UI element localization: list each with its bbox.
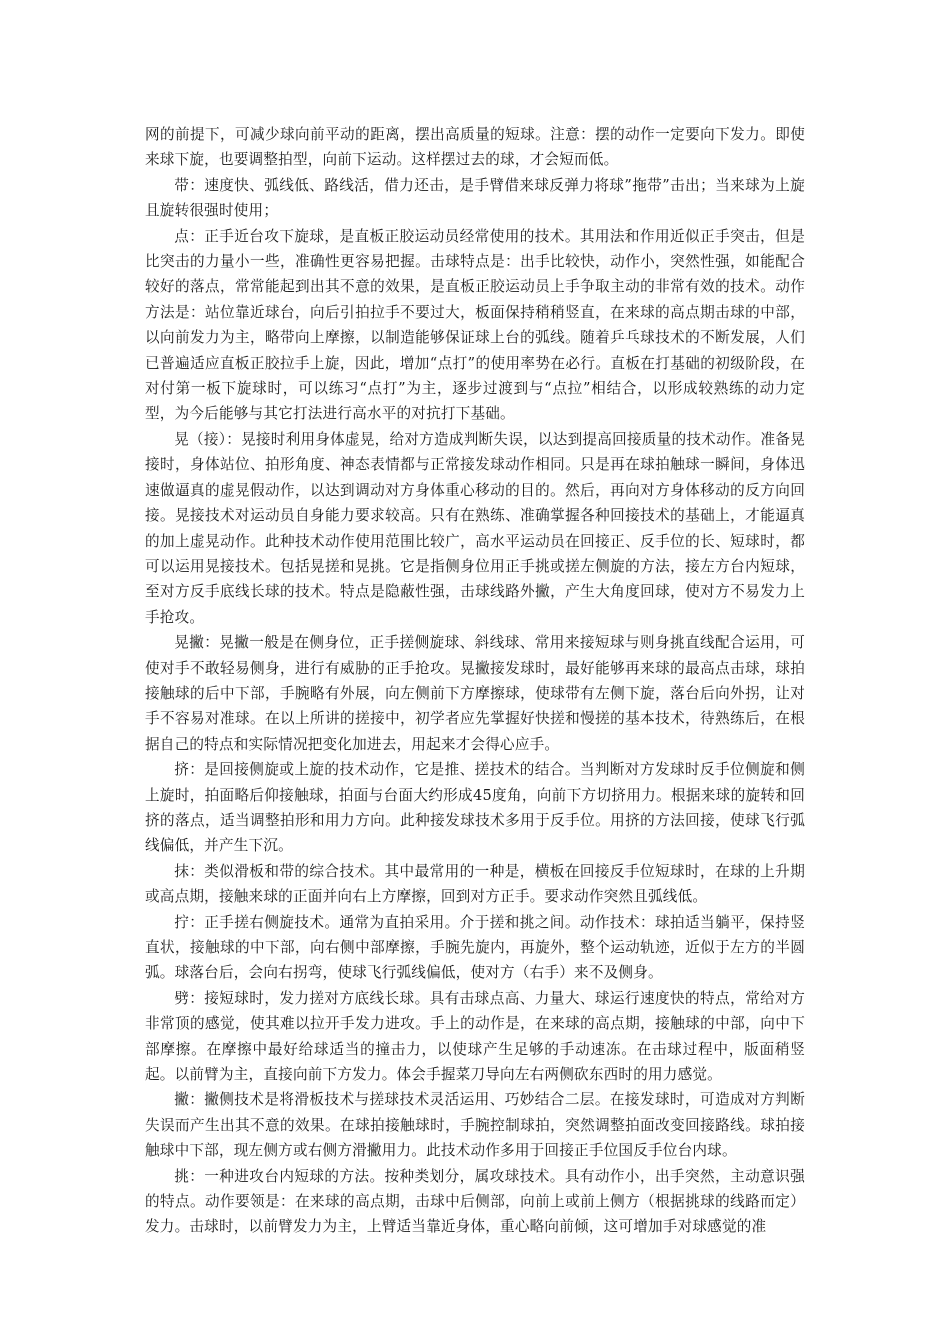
paragraph-dai: 带：速度快、弧线低、路线活，借力还击，是手臂借来球反弹力将球”拖带”击出；当来球为上旋且旋转很强时使用； — [145, 176, 805, 220]
paragraph-mo: 抹：类似滑板和带的综合技术。其中最常用的一种是，横板在回接反手位短球时，在球的上升期或高点期，接触来球的正面并向右上方摩擦，回到对方正手。要求动作突然且弧线低。 — [145, 862, 805, 906]
paragraph-pi: 劈：接短球时，发力搓对方底线长球。具有击球点高、力量大、球运行速度快的特点，常给对方非常顶的感觉，使其难以拉开手发力进攻。手上的动作是，在来球的高点期，接触球的中部，向中下部摩擦。在摩擦中最好给球适当的撞击力，以使球产生足够的手动速冻。在击球过程中，版面稍竖起。以前臂为主，直接向前下方发力。体会手握菜刀导向左右两侧砍东西时的用力感觉。 — [145, 989, 805, 1084]
paragraph-ji: 挤：是回接侧旋或上旋的技术动作，它是推、搓技术的结合。当判断对方发球时反手位侧旋和侧上旋时，拍面略后仰接触球，拍面与台面大约形成45度角，向前下方切挤用力。根据来球的旋转和回挤的落点，适当调整拍形和用力方向。此种接发球技术多用于反手位。用挤的方法回接，使球飞行弧线偏低，并产生下沉。 — [145, 761, 805, 855]
paragraph-tiao: 挑：一种进攻台内短球的方法。按种类划分，属攻球技术。具有动作小，出手突然，主动意识强的特点。动作要领是：在来球的高点期，击球中后侧部，向前上或前上侧方（根据挑球的线路而定）发力。击球时，以前臂发力为主，上臂适当靠近身体，重心略向前倾，这可增加手对球感觉的准 — [145, 1167, 805, 1236]
paragraph-ning: 拧：正手搓右侧旋技术。通常为直拍采用。介于搓和挑之间。动作技术：球拍适当躺平，保持竖直状，接触球的中下部，向右侧中部摩擦，手腕先旋内，再旋外，整个运动轨迹，近似于左方的半圆弧。球落台后，会向右拐弯，使球飞行弧线偏低，使对方（右手）来不及侧身。 — [145, 913, 805, 982]
paragraph-pie: 撇：撇侧技术是将滑板技术与搓球技术灵活运用、巧妙结合二层。在接发球时，可造成对方判断失误而产生出其不意的效果。在球拍接触球时，手腕控制球拍，突然调整拍面改变回接路线。球拍接触球中下部，现左侧方或右侧方滑撇用力。此技术动作多用于回接正手位国反手位台内球。 — [145, 1091, 805, 1160]
paragraph-huang-jie: 晃（接）：晃接时利用身体虚晃，给对方造成判断失误，以达到提高回接质量的技术动作。准备晃接时，身体站位、拍形角度、神态表情都与正常接发球动作相同。只是再在球拍触球一瞬间，身体迅速做逼真的虚晃假动作，以达到调动对方身体重心移动的目的。然后，再向对方身体移动的反方向回接。晃接技术对运动员自身能力要求较高。只有在熟练、准确掌握各种回接技术的基础上，才能逼真的加上虚晃动作。此种技术动作使用范围比较广，高水平运动员在回接正、反手位的长、短球时，都可以运用晃接技术。包括晃搓和晃挑。它是指侧身位用正手挑或搓左侧旋的方法，接左方台内短球，至对方反手底线长球的技术。特点是隐蔽性强，击球线路外撇，产生大角度回球，使对方不易发力上手抢攻。 — [145, 430, 805, 626]
paragraph-dian: 点：正手近台攻下旋球，是直板正胶运动员经常使用的技术。其用法和作用近似正手突击，但是比突击的力量小一些，准确性更容易把握。击球特点是：出手比较快，动作小，突然性强，如能配合较好的落点，常常能起到出其不意的效果，是直板正胶运动员上手争取主动的非常有效的技术。动作方法是：站位靠近球台，向后引拍拉手不要过大，板面保持稍稍竖直，在来球的高点期击球的中部，以向前发力为主，略带向上摩擦，以制造能够保证球上台的弧线。随着乒乓球技术的不断发展，人们已普遍适应直板正胶拉手上旋，因此，增加“点打”的使用率势在必行。直板在打基础的初级阶段，在对付第一板下旋球时，可以练习“点打”为主，逐步过渡到与“点拉”相结合，以形成较熟练的动力定型，为今后能够与其它打法进行高水平的对抗打下基础。 — [145, 227, 805, 423]
paragraph-huang-pie: 晃撇：晃撇一般是在侧身位，正手搓侧旋球、斜线球、常用来接短球与则身挑直线配合运用，可使对手不敢轻易侧身，进行有威胁的正手抢攻。晃撇接发球时，最好能够再来球的最高点击球，球拍接触球的后中下部，手腕略有外展，向左侧前下方摩擦球，使球带有左侧下旋，落台后向外拐，让对手不容易对准球。在以上所讲的搓接中，初学者应先掌握好快搓和慢搓的基本技术，待熟练后，在根据自己的特点和实际情况把变化加进去，用起来才会得心应手。 — [145, 634, 805, 753]
paragraph-continuation: 网的前提下，可减少球向前平动的距离，摆出高质量的短球。注意：摆的动作一定要向下发力。即使来球下旋，也要调整拍型，向前下运动。这样摆过去的球，才会短而低。 — [145, 126, 805, 169]
document-body — [145, 122, 805, 1240]
